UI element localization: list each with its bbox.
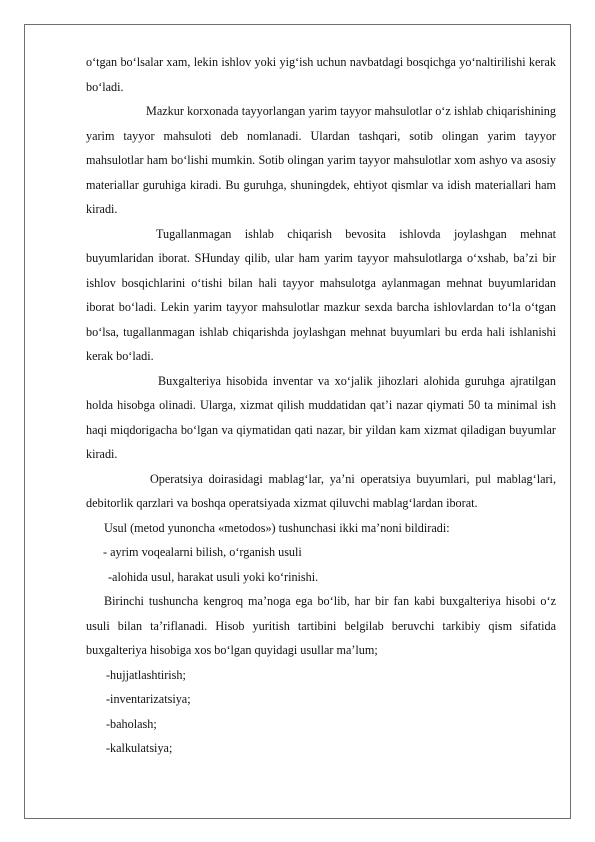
- document-body: [86, 50, 556, 761]
- method-meaning-2: -alohida usul, harakat usuli yoki ko‘rinishi.: [108, 569, 319, 584]
- list-item: -kalkulatsiya;: [106, 741, 173, 755]
- paragraph-inventory-equipment: Buxgalteriya hisobida inventar va xo‘jalik jihozlari alohida guruhga ajratilgan holda hisobga olinadi. Ularga, xizmat qilish muddatidan qat’i nazar qiymati 50 ta minimal ish haqi miqdorigacha bo‘lgan va qiymatidan qati nazar, bir yildan kam xizmat qiladigan buyumlar kiradi.: [86, 373, 556, 461]
- list-item: -baholash;: [106, 716, 157, 731]
- paragraph-method-definition: Usul (metod yunoncha «metodos») tushunchasi ikki ma’noni bildiradi:: [104, 520, 450, 535]
- paragraph-accounting-methods: Birinchi tushuncha kengroq ma’noga ega bo‘lib, har bir fan kabi buxgalteriya hisobi o‘z usuli bilan ta’riflanadi. Hisob yuritish tartibini belgilab beruvchi tarkibiy qism sifatida buxgalteriya hisobiga xos bo‘lgan quyidagi usullar ma’lum;: [86, 594, 556, 657]
- list-item: -inventarizatsiya;: [106, 692, 191, 706]
- method-meaning-1: - ayrim voqealarni bilish, o‘rganish usuli: [103, 545, 302, 559]
- paragraph-operating-assets: Operatsiya doirasidagi mablag‘lar, ya’ni operatsiya buyumlari, pul mablag‘lari, debitorlik qarzlari va boshqa operatsiyada xizmat qiluvchi mablag‘lardan iborat.: [86, 471, 556, 510]
- paragraph-continuation: o‘tgan bo‘lsalar xam, lekin ishlov yoki yig‘ish uchun navbatdagi bosqichga yo‘naltirilishi kerak bo‘ladi.: [86, 55, 556, 94]
- list-item: -hujjatlashtirish;: [106, 667, 186, 682]
- paragraph-work-in-progress: Tugallanmagan ishlab chiqarish bevosita ishlovda joylashgan mehnat buyumlaridan iborat. SHunday qilib, ular ham yarim tayyor mahsulotlarga o‘xshab, ba’zi bir ishlov bosqichlarini o‘tishi bilan hali tayyor mahsulotga aylanmagan mehnat buyumlaridan iborat bo‘ladi. Lekin yarim tayyor mahsulotlar mazkur sexda barcha ishlovlardan to‘la o‘tgan bo‘lsa, tugallanmagan ishlab chiqarishda joylashgan mehnat buyumlari bu erda hali ishlanishi kerak bo‘ladi.: [86, 226, 556, 363]
- paragraph-semi-finished-products: Mazkur korxonada tayyorlangan yarim tayyor mahsulotlar o‘z ishlab chiqarishining yarim tayyor mahsuloti deb nomlanadi. Ulardan tashqari, sotib olingan yarim tayyor mahsulotlar ham bo‘lishi mumkin. Sotib olingan yarim tayyor mahsulotlar xom ashyo va asosiy materiallar guruhiga kiradi. Bu guruhga, shuningdek, ehtiyot qismlar va idish materiallari ham kiradi.: [86, 104, 556, 216]
